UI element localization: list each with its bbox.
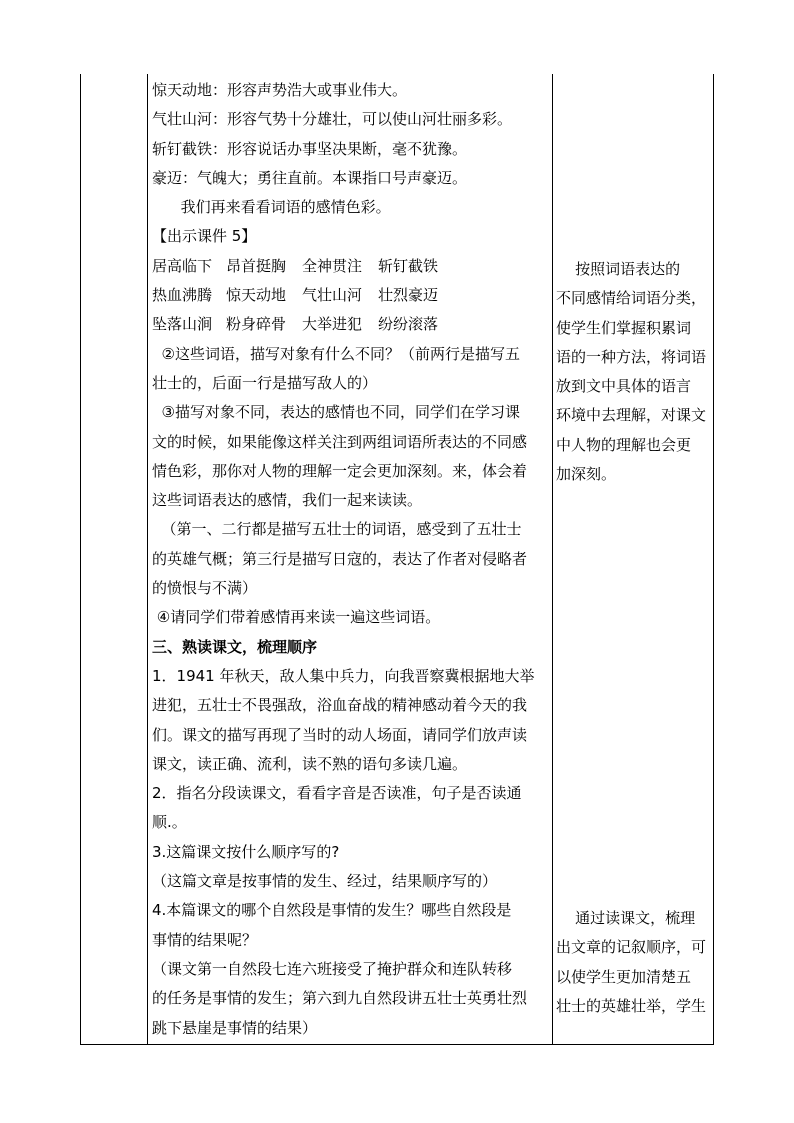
note-line: 环境中去理解，对课文 — [556, 406, 707, 425]
text-line: 进犯，五壮士不畏强敌，浴血奋战的精神感动着今天的我 — [152, 696, 528, 715]
text-line: 壮士的，后面一行是描写敌人的） — [152, 373, 378, 392]
section-heading: 三、熟读课文，梳理顺序 — [152, 637, 318, 656]
text-line: 惊天动地：形容声势浩大或事业伟大。 — [152, 81, 408, 99]
text-line: 2．指名分段读课文，看看字音是否读准，句子是否读通 — [152, 784, 522, 803]
text-line: 课文，读正确、流利，读不熟的语句多读几遍。 — [152, 754, 468, 773]
word: 壮烈豪迈 — [378, 286, 439, 305]
text-line: 气壮山河：形容气势十分雄壮，可以使山河壮丽多彩。 — [152, 110, 513, 129]
word: 斩钉截铁 — [378, 256, 439, 275]
word: 居高临下 — [152, 256, 213, 275]
note-line: 放到文中具体的语言 — [556, 377, 692, 396]
note-line: 加深刻。 — [556, 465, 617, 484]
text-line: （这篇文章是按事情的发生、经过，结果顺序写的） — [152, 872, 498, 891]
text-line: 这些词语表达的感情，我们一起来读读。 — [152, 491, 423, 510]
lesson-content — [152, 76, 550, 1043]
text-line: 们。课文的描写再现了当时的动人场面，请同学们放声读 — [152, 725, 528, 744]
note-line: 按照词语表达的 — [556, 260, 681, 278]
note-line: 不同感情给词语分类， — [556, 289, 707, 308]
table-border-left — [80, 74, 81, 1045]
word-row — [152, 252, 550, 281]
note-line: 出文章的记叙顺序，可 — [556, 938, 707, 957]
text-line: 4.本篇课文的哪个自然段是事情的发生？哪些自然段是 — [152, 901, 512, 920]
text-line: （第一、二行都是描写五壮士的词语，感受到了五壮士 — [152, 520, 522, 539]
design-note-2 — [556, 904, 712, 1021]
text-line: 豪迈：气魄大；勇往直前。本课指口号声豪迈。 — [152, 168, 468, 187]
word: 全神贯注 — [302, 256, 363, 275]
note-line: 通过读课文，梳理 — [556, 909, 696, 927]
text-line: 的任务是事情的发生；第六到九自然段讲五壮士英勇壮烈 — [152, 989, 528, 1008]
note-line: 语的一种方法，将词语 — [556, 347, 707, 366]
word: 粉身碎骨 — [226, 315, 287, 334]
word: 纷纷滚落 — [378, 315, 439, 334]
table-border-col2 — [552, 74, 553, 1045]
word: 坠落山涧 — [152, 315, 213, 334]
text-line: 的愤恨与不满） — [152, 579, 258, 598]
word: 昂首挺胸 — [226, 256, 287, 275]
text-line: 文的时候，如果能像这样关注到两组词语所表达的不同感 — [152, 432, 528, 451]
text-line: 我们再来看看词语的感情色彩。 — [152, 198, 391, 217]
word: 大举进犯 — [302, 315, 363, 334]
note-line: 中人物的理解也会更 — [556, 435, 692, 454]
text-line: 顺.。 — [152, 813, 187, 832]
word-row — [152, 310, 550, 339]
text-line: 的英雄气概；第三行是描写日寇的，表达了作者对侵略者 — [152, 549, 528, 568]
text-line: 情色彩，那你对人物的理解一定会更加深刻。来，体会着 — [152, 461, 528, 480]
table-border-bottom — [80, 1044, 714, 1045]
courseware-label: 【出示课件 5】 — [152, 227, 257, 246]
word: 气壮山河 — [302, 286, 363, 305]
table-border-right — [713, 74, 714, 1045]
text-line: ②这些词语，描写对象有什么不同？（前两行是描写五 — [152, 344, 520, 363]
text-line: ③描写对象不同，表达的感情也不同，同学们在学习课 — [152, 403, 520, 422]
text-line: 事情的结果呢？ — [152, 930, 258, 949]
text-line: 3.这篇课文按什么顺序写的? — [152, 842, 340, 861]
note-line: 以使学生更加清楚五 — [556, 967, 692, 986]
word-row — [152, 281, 550, 310]
text-line: 1．1941 年秋天，敌人集中兵力，向我晋察冀根据地大举 — [152, 666, 535, 685]
text-line: 跳下悬崖是事情的结果） — [152, 1018, 318, 1037]
note-line: 使学生们掌握积累词 — [556, 318, 692, 337]
note-line: 壮士的英雄壮举，学生 — [556, 996, 707, 1015]
design-note-1 — [556, 255, 712, 489]
word: 惊天动地 — [226, 286, 287, 305]
table-border-col1 — [147, 74, 148, 1045]
text-line: （课文第一自然段七连六班接受了掩护群众和连队转移 — [152, 959, 513, 978]
text-line: 斩钉截铁：形容说话办事坚决果断，毫不犹豫。 — [152, 139, 468, 158]
word: 热血沸腾 — [152, 286, 213, 305]
text-line: ④请同学们带着感情再来读一遍这些词语。 — [152, 608, 441, 627]
